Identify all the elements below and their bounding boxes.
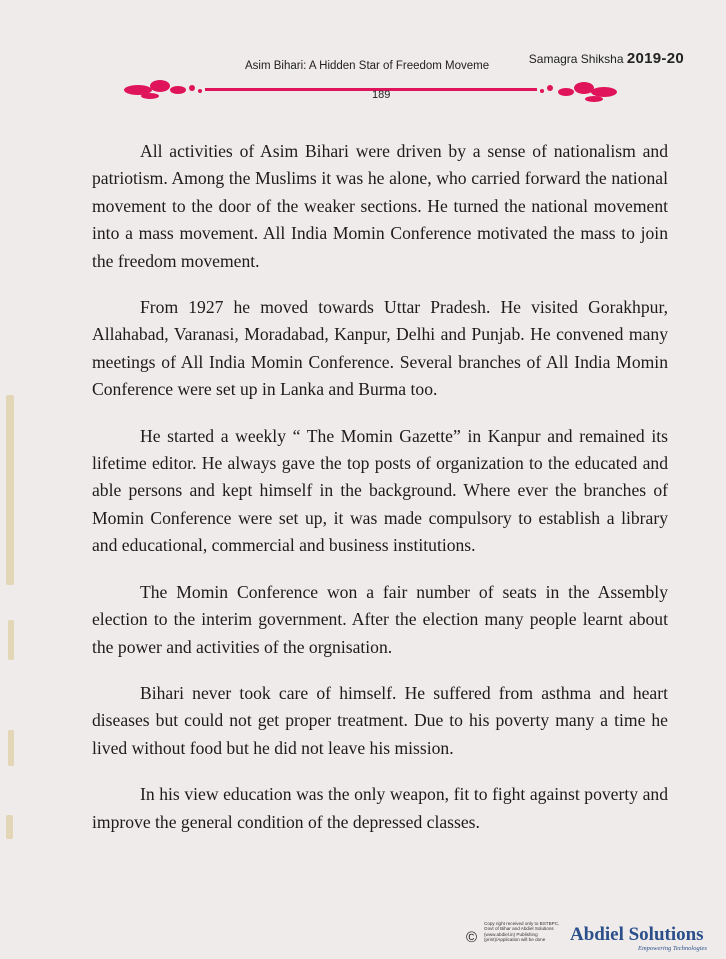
paragraph-nationalism: All activities of Asim Bihari were driven by a sense of nationalism and patriotism. Among the Muslims it was he alone, who carried forward the national movement to the door of the weaker sections. He turned the national movement into a mass movement. All India Momin Conference motivated the mass to join the freedom movement. [92, 141, 668, 271]
body-text [92, 138, 668, 855]
paragraph-uttar-pradesh: From 1927 he moved towards Uttar Pradesh. He visited Gorakhpur, Allahabad, Varanasi, Moradabad, Kanpur, Delhi and Punjab. He convened many meetings of All India Momin Conference. Several branches of All India Momin Conference were set up in Lanka and Burma too. [92, 297, 668, 400]
paper-stain [8, 620, 14, 660]
copyright-notice: Copy right received only to BSTBPC, Govt of Bihar and Abdiel Solutions (www.abdiel.in) Publishing (print)/Application will be done [484, 921, 560, 942]
paragraph-assembly-election: The Momin Conference won a fair number of seats in the Assembly election to the interim government. After the election many people learnt about the power and activities of the orgnisation. [92, 581, 668, 657]
paper-stain [8, 730, 14, 766]
logo-text: Abdiel Solutions [570, 924, 704, 945]
paragraph-health: Bihari never took care of himself. He suffered from asthma and heart diseases but could not get proper treatment. Due to his poverty many a time he lived without food but he did not leave his mission. [92, 682, 668, 758]
publication-year: 2019-20 [626, 50, 684, 67]
publisher-logo [570, 924, 724, 958]
logo-tagline: Empowering Technologies [638, 945, 707, 952]
paragraph-education: In his view education was the only weapon, fit to fight against poverty and improve the general condition of the depressed classes. [92, 784, 668, 832]
paper-stain [6, 815, 13, 839]
paper-stain [6, 395, 14, 585]
publication-label [529, 50, 684, 67]
running-title: Asim Bihari: A Hidden Star of Freedom Moveme [245, 60, 490, 72]
paragraph-momin-gazette: He started a weekly “ The Momin Gazette” in Kanpur and remained its lifetime editor. He always gave the top posts of organization to the educated and able persons and kept himself in the background. Where ever the branches of Momin Conference were set up, it was made compulsory to establish a library and educational, commercial and business institutions. [92, 425, 668, 556]
decorative-ornament-divider [120, 72, 620, 108]
publication-name: Samagra Shiksha [528, 52, 624, 66]
page-number: 189 [372, 89, 391, 101]
copyright-icon: © [466, 929, 478, 946]
